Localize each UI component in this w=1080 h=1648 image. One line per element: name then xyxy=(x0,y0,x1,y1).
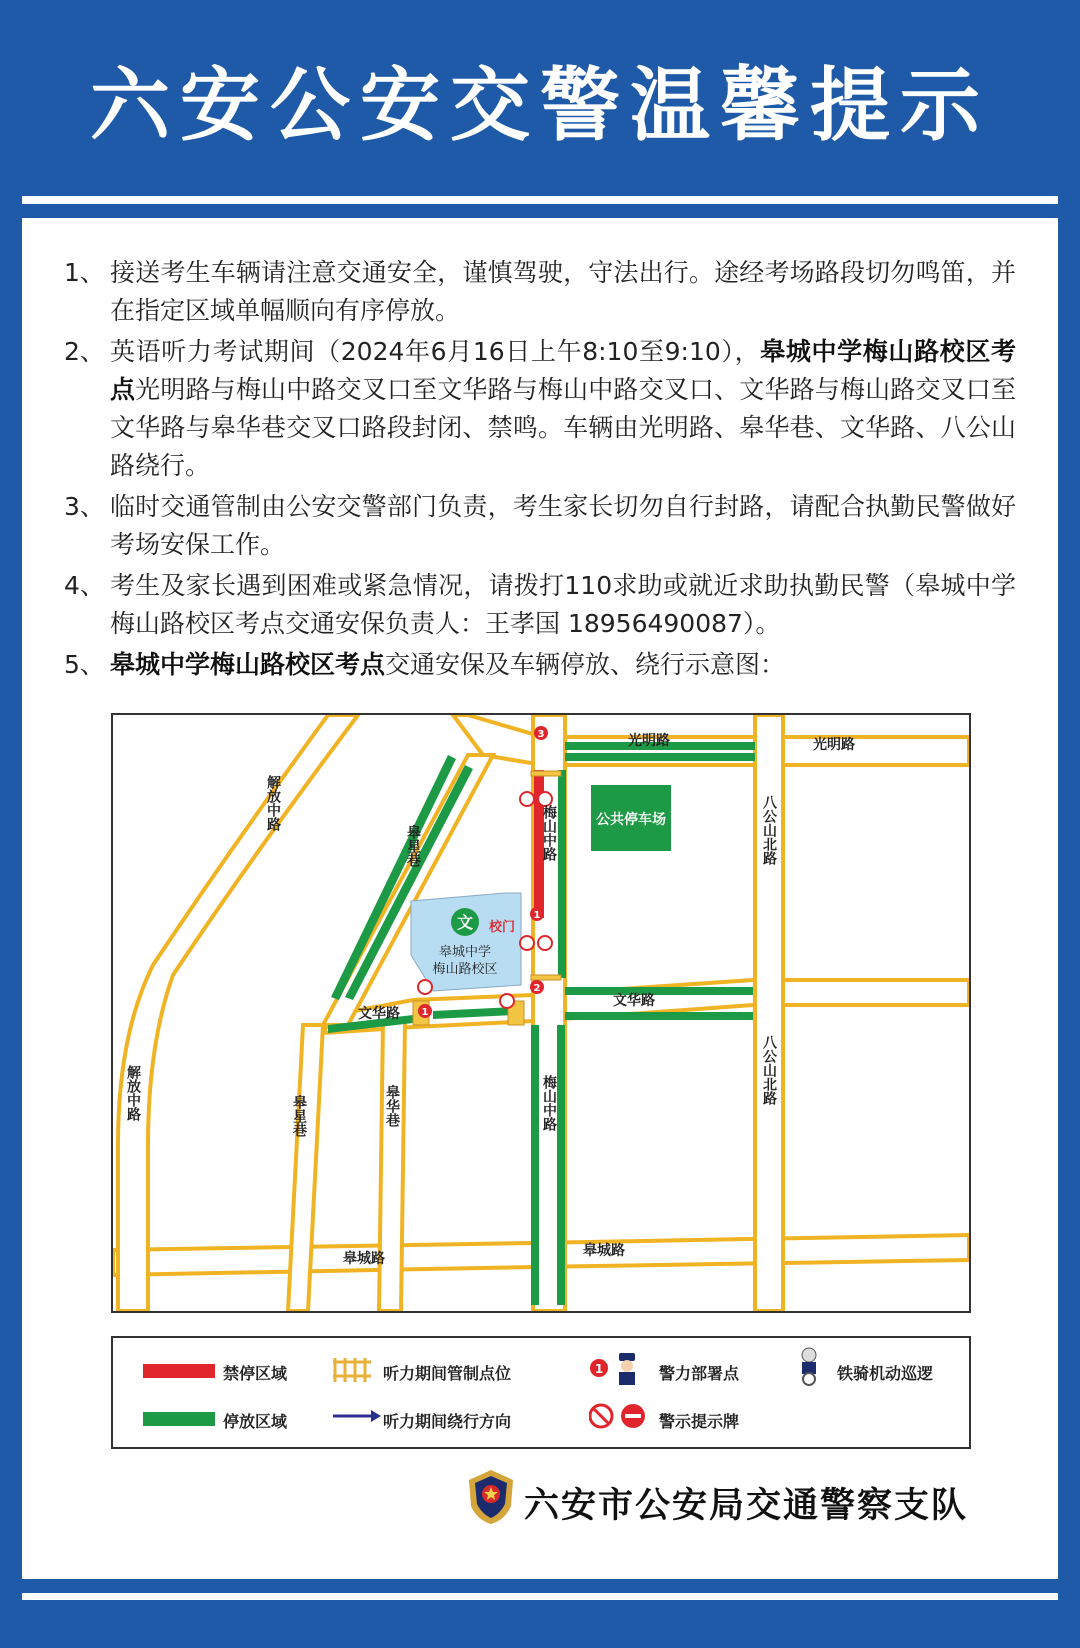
notice-text-part: 光明路与梅山中路交叉口至文华路与梅山中路交叉口、文华路与梅山路交叉口至文华路与皋华巷交叉口路段封闭、禁鸣。车辆由光明路、皋华巷、文华路、八公山路绕行。 xyxy=(110,375,1016,480)
road-label: 梅山中路 xyxy=(541,805,557,861)
notice-number: 1、 xyxy=(64,258,105,287)
no-entry-sign-icon xyxy=(500,994,514,1008)
legend-control-point-label: 听力期间管制点位 xyxy=(383,1364,512,1383)
no-entry-sign-icon xyxy=(520,936,534,950)
legend-patrol-label: 铁骑机动巡逻 xyxy=(837,1364,934,1383)
road-label: 光明路 xyxy=(813,737,855,753)
parking-zone xyxy=(531,1025,539,1305)
gate-label: 校门 xyxy=(489,920,516,935)
map-svg xyxy=(113,715,969,1311)
notice-text xyxy=(110,567,1016,643)
notice-text xyxy=(110,646,1016,684)
police-point-number: 1 xyxy=(421,1007,429,1018)
notice-text-part: 接送考生车辆请注意交通安全，谨慎驾驶，守法出行。途经考场路段切勿鸣笛，并在指定区域单幅顺向有序停放。 xyxy=(110,258,1016,325)
control-barrier xyxy=(531,975,561,980)
map-legend xyxy=(111,1336,971,1449)
notice-item xyxy=(64,567,1016,643)
legend-no-parking-swatch xyxy=(143,1364,215,1378)
notice-text-part: 考生及家长遇到困难或紧急情况，请拨打110求助或就近求助执勤民警（皋城中学梅山路校区考点交通安保负责人：王孝国 18956490087）。 xyxy=(110,571,1016,638)
road-label: 文华路 xyxy=(358,1006,400,1022)
warning-signs-icon xyxy=(589,1402,649,1430)
notice-text xyxy=(110,254,1016,330)
footer-stripe xyxy=(0,1579,1080,1593)
road-label: 文华路 xyxy=(613,993,655,1009)
road-label: 皋城路 xyxy=(343,1251,385,1267)
header-stripe xyxy=(0,204,1080,218)
detour-arrow-icon xyxy=(331,1408,381,1424)
no-entry-sign-icon xyxy=(520,792,534,806)
notice-text-part: 交通安保及车辆停放、绕行示意图： xyxy=(385,650,786,679)
road-label: 八公山北路 xyxy=(761,795,777,865)
parking-zone xyxy=(565,1012,753,1020)
motorcycle-patrol-icon xyxy=(793,1346,825,1386)
notice-text-bold: 皋城中学梅山路校区考点 xyxy=(110,650,386,679)
parking-lot-label: 公共停车场 xyxy=(596,812,666,828)
road-gaohua xyxy=(379,1021,405,1311)
legend-police-number: 1 xyxy=(594,1362,604,1376)
barrier-icon xyxy=(331,1354,375,1384)
notice-list xyxy=(64,254,1016,687)
notice-number: 5、 xyxy=(64,650,105,679)
no-horn-sign-icon xyxy=(538,936,552,950)
road-label: 解放中路 xyxy=(125,1065,141,1121)
control-barrier xyxy=(531,771,561,776)
parking-zone xyxy=(565,753,755,761)
legend-police-post-label: 警力部署点 xyxy=(659,1364,740,1383)
notice-number: 4、 xyxy=(64,571,105,600)
notice-number: 2、 xyxy=(64,337,105,366)
school-name-line1: 皋城中学 xyxy=(438,945,492,960)
legend-parking-swatch xyxy=(143,1412,215,1426)
notice-item xyxy=(64,333,1016,485)
frame-left xyxy=(0,0,22,1648)
footer-org: 六安市公安局交通警察支队 xyxy=(524,1486,969,1526)
parking-zone xyxy=(565,987,753,995)
road-jiefang xyxy=(118,715,358,1311)
notice-text xyxy=(110,488,1016,564)
police-point-number: 2 xyxy=(533,983,541,994)
notice-number: 3、 xyxy=(64,492,105,521)
legend-no-parking-label: 禁停区域 xyxy=(223,1364,288,1383)
legend-warning-sign-label: 警示提示牌 xyxy=(659,1412,740,1431)
road-label: 解放中路 xyxy=(265,775,281,831)
notice-text-part: 英语听力考试期间（2024年6月16日上午8:10至9:10）， xyxy=(110,337,761,366)
road-label: 光明路 xyxy=(628,733,670,749)
police-emblem-icon xyxy=(465,1468,517,1526)
notice-item xyxy=(64,488,1016,564)
road-label: 皋星巷 xyxy=(405,825,421,867)
road-label: 皋城路 xyxy=(583,1243,625,1259)
notice-item xyxy=(64,646,1016,684)
road-label: 皋星巷 xyxy=(291,1095,307,1137)
police-point-number: 1 xyxy=(533,910,541,921)
parking-zone xyxy=(558,770,566,978)
page-title: 六安公安交警温馨提示 xyxy=(90,59,990,152)
legend-parking-label: 停放区域 xyxy=(223,1412,288,1431)
police-point-number: 3 xyxy=(537,729,545,740)
notice-text xyxy=(110,333,1016,485)
notice-text-bold: 皋城中学梅山路校区考点 xyxy=(110,337,1016,404)
traffic-map xyxy=(111,713,971,1313)
road-label: 梅山中路 xyxy=(541,1075,557,1131)
no-horn-sign-icon xyxy=(418,980,432,994)
police-post-icon xyxy=(589,1350,649,1386)
footer-banner xyxy=(0,1600,1080,1648)
legend-detour-label: 听力期间绕行方向 xyxy=(383,1412,512,1431)
road-label: 八公山北路 xyxy=(761,1035,777,1105)
notice-text-part: 临时交通管制由公安交警部门负责，考生家长切勿自行封路，请配合执勤民警做好考场安保工作。 xyxy=(110,492,1016,559)
notice-item xyxy=(64,254,1016,330)
school-badge-label: 文 xyxy=(456,913,474,932)
road-label: 皋华巷 xyxy=(384,1085,400,1127)
frame-right xyxy=(1058,0,1080,1648)
school-name-line2: 梅山路校区 xyxy=(432,962,498,977)
no-horn-sign-icon xyxy=(538,792,552,806)
parking-zone xyxy=(557,1025,565,1305)
